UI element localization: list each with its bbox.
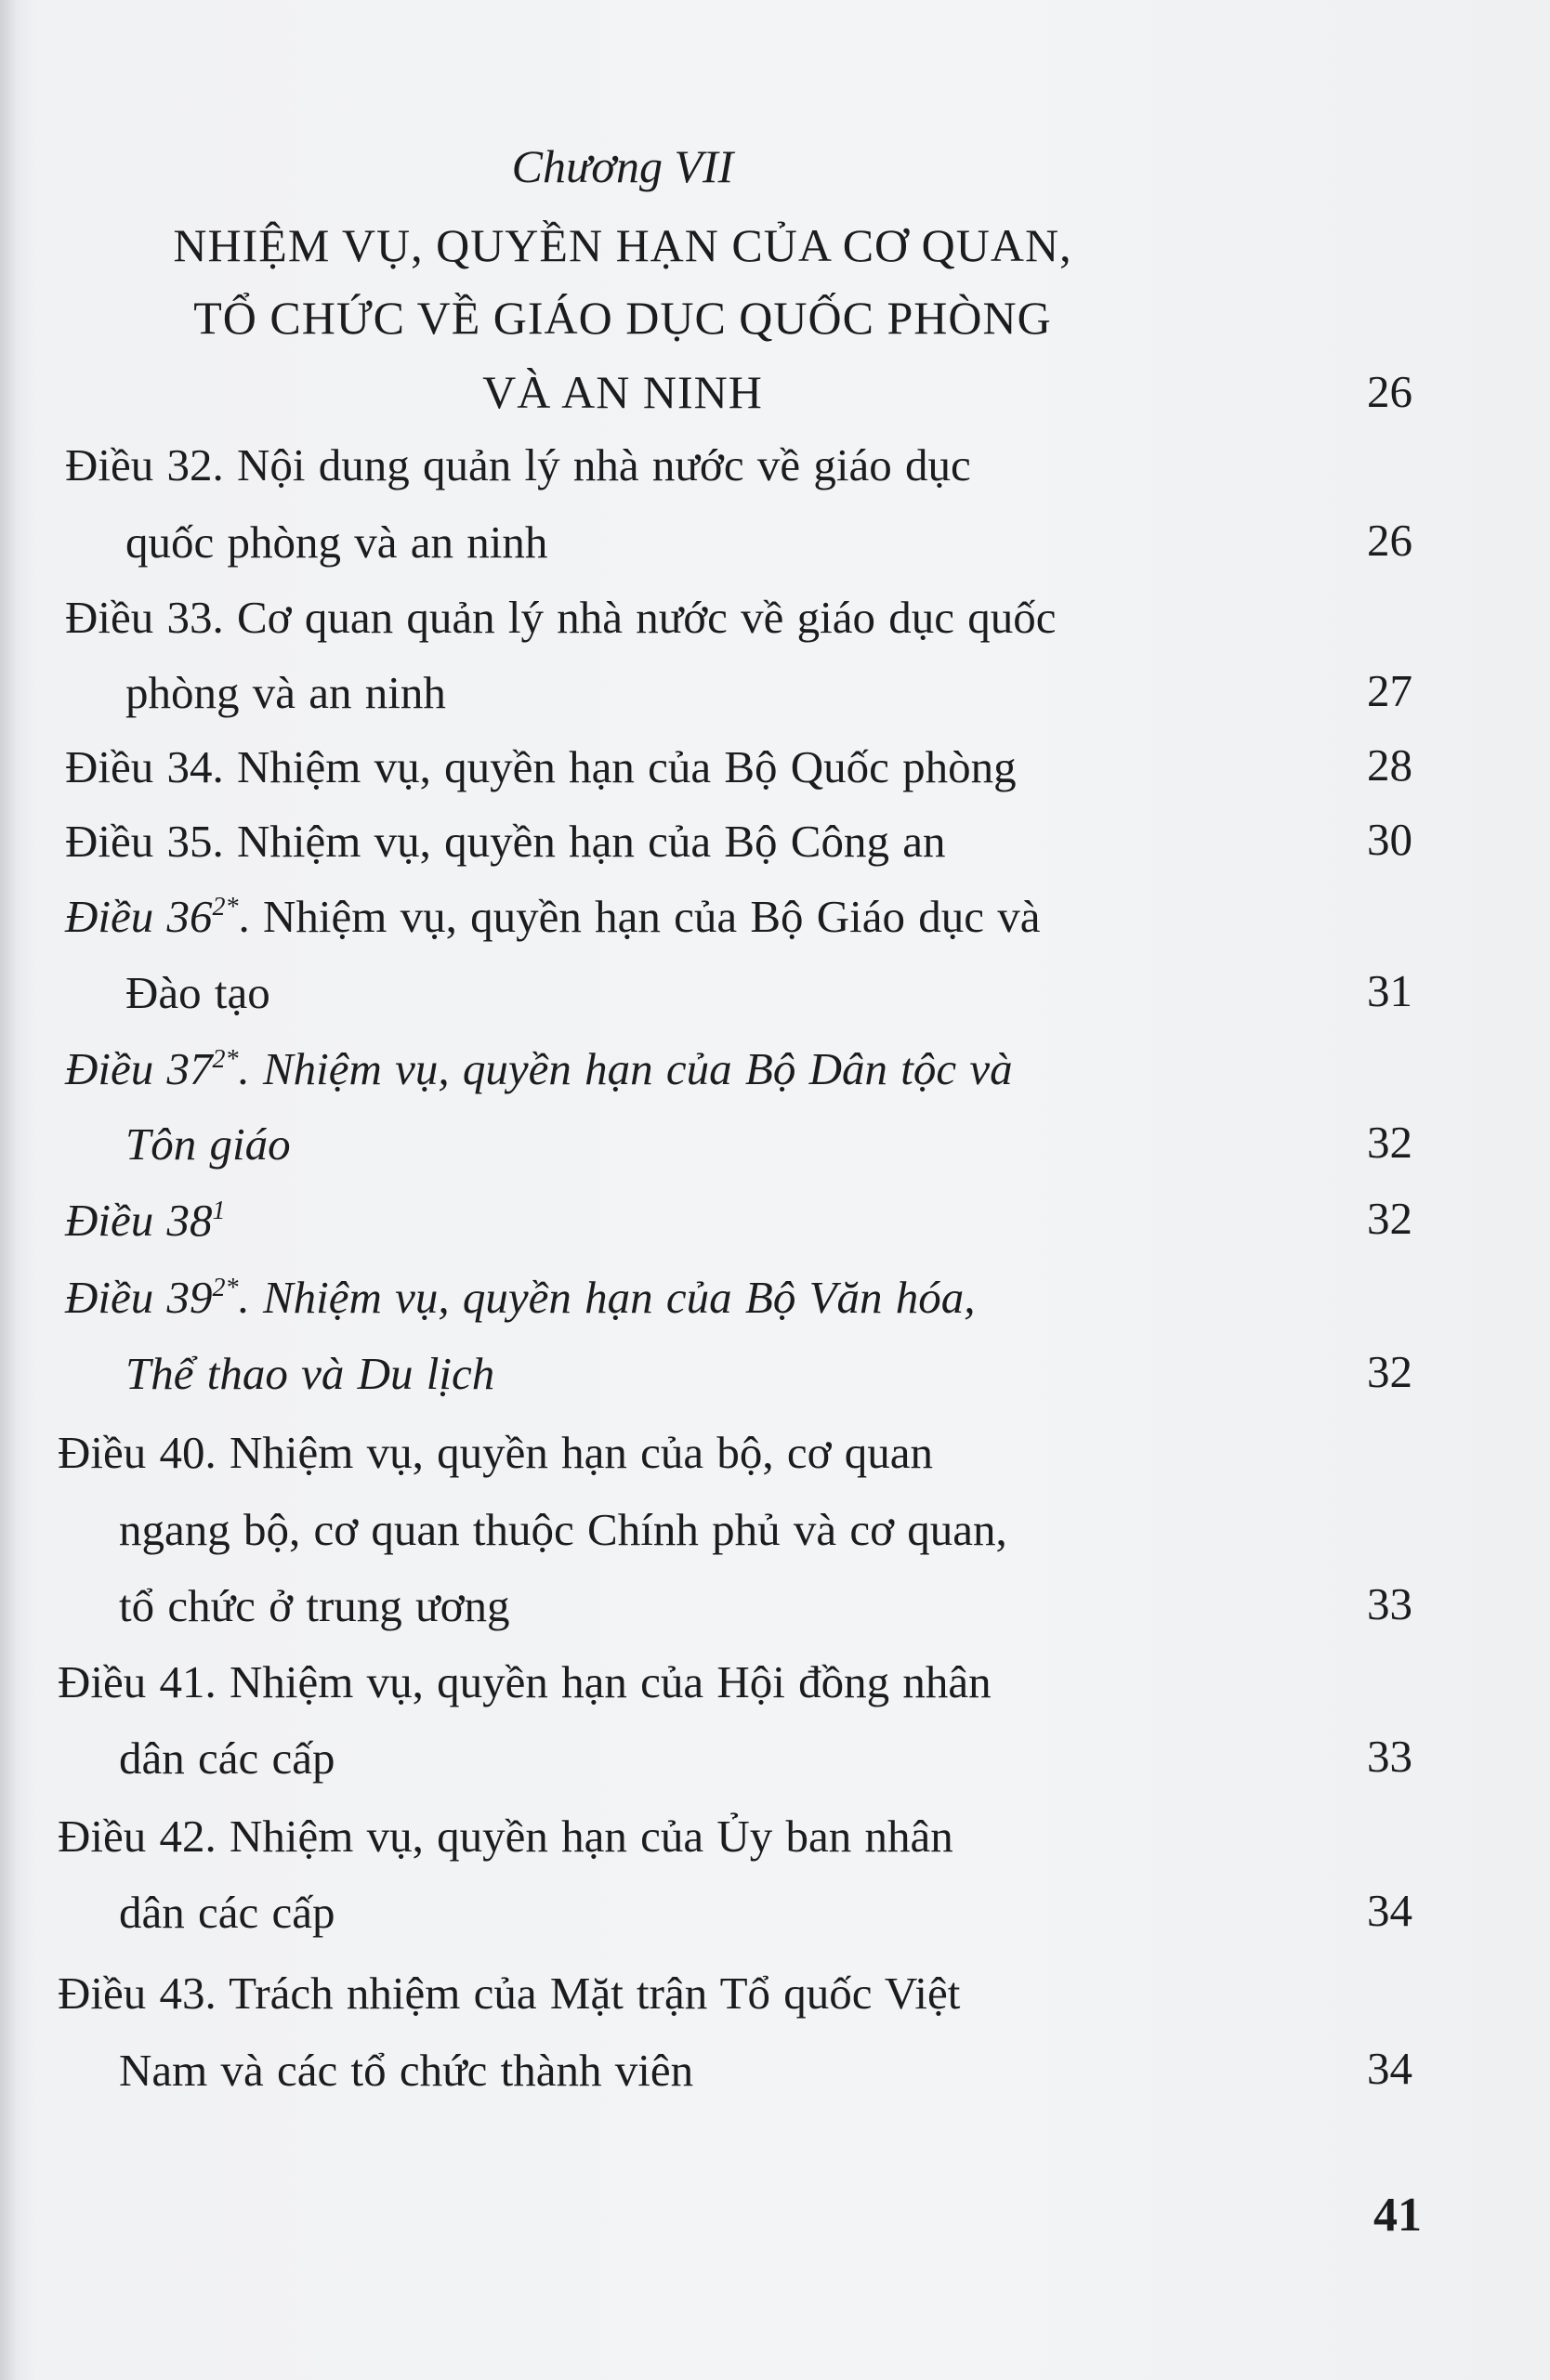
footnote-mark: 2* xyxy=(212,1045,239,1074)
toc-entry-label: Điều 38 xyxy=(65,1195,213,1246)
toc-entry-34-page: 28 xyxy=(1367,739,1412,791)
toc-entry-32-line-1 xyxy=(65,438,971,491)
toc-entry-label: Điều 41. xyxy=(58,1656,217,1707)
toc-entry-text: . Nhiệm vụ, quyền hạn của Bộ Giáo dục và xyxy=(238,891,1041,942)
toc-entry-33-line-2: phòng và an ninh xyxy=(125,667,446,718)
page-number: 41 xyxy=(1373,2189,1422,2242)
toc-entry-text: Nhiệm vụ, quyền hạn của Ủy ban nhân xyxy=(230,1811,953,1862)
toc-entry-label: Điều 35. xyxy=(65,816,224,867)
toc-entry-text: Trách nhiệm của Mặt trận Tổ quốc Việt xyxy=(229,1968,961,2019)
toc-entry-35-page: 30 xyxy=(1367,814,1412,865)
toc-entry-32-line-2: quốc phòng và an ninh xyxy=(125,517,548,568)
toc-entry-43-page: 34 xyxy=(1367,2043,1412,2094)
toc-entry-43-line-2: Nam và các tổ chức thành viên xyxy=(119,2045,694,2096)
toc-entry-label: Điều 34. xyxy=(65,741,224,792)
toc-entry-40-line-3: tổ chức ở trung ương xyxy=(119,1580,510,1631)
toc-entry-41-page: 33 xyxy=(1367,1731,1412,1782)
toc-entry-41-line-2: dân các cấp xyxy=(119,1733,335,1784)
toc-entry-33-line-1 xyxy=(65,591,1057,644)
toc-entry-text: Nhiệm vụ, quyền hạn của bộ, cơ quan xyxy=(230,1427,934,1478)
toc-entry-37-line-1 xyxy=(65,1042,1013,1095)
toc-entry-39-page: 32 xyxy=(1367,1346,1412,1397)
toc-entry-text: Nhiệm vụ, quyền hạn của Bộ Công an xyxy=(237,816,946,867)
chapter-label: Chương VII xyxy=(511,140,734,192)
chapter-title-line-1: NHIỆM VỤ, QUYỀN HẠN CỦA CƠ QUAN, xyxy=(173,219,1072,271)
toc-entry-40-line-1 xyxy=(58,1426,933,1479)
toc-entry-text: . Nhiệm vụ, quyền hạn của Bộ Văn hóa, xyxy=(238,1272,976,1323)
chapter-title-page: 26 xyxy=(1367,366,1412,417)
toc-entry-label: Điều 42. xyxy=(58,1811,217,1862)
toc-entry-41-line-1 xyxy=(58,1655,992,1708)
toc-entry-text: . Nhiệm vụ, quyền hạn của Bộ Dân tộc và xyxy=(238,1043,1013,1094)
footnote-mark: 2* xyxy=(212,1274,239,1302)
chapter-title-line-3: VÀ AN NINH xyxy=(482,366,763,418)
toc-entry-label: Điều 39 xyxy=(65,1272,213,1323)
toc-entry-34-line-1 xyxy=(65,740,1017,793)
toc-entry-label: Điều 40. xyxy=(58,1427,217,1478)
toc-entry-36-line-2: Đào tạo xyxy=(125,967,270,1018)
toc-entry-text: Nội dung quản lý nhà nước về giáo dục xyxy=(237,439,971,490)
toc-entry-40-page: 33 xyxy=(1367,1578,1412,1629)
toc-entry-42-page: 34 xyxy=(1367,1885,1412,1936)
toc-entry-38-line-1 xyxy=(65,1194,226,1247)
toc-entry-39-line-1 xyxy=(65,1271,976,1324)
toc-entry-label: Điều 43. xyxy=(58,1968,217,2019)
footnote-mark: 2* xyxy=(212,893,239,922)
toc-entry-37-page: 32 xyxy=(1367,1117,1412,1168)
toc-entry-label: Điều 36 xyxy=(65,891,213,942)
toc-entry-42-line-2: dân các cấp xyxy=(119,1887,335,1938)
footnote-mark: 1 xyxy=(212,1197,226,1225)
toc-entry-text: Nhiệm vụ, quyền hạn của Bộ Quốc phòng xyxy=(237,741,1017,792)
toc-entry-label: Điều 32. xyxy=(65,439,224,490)
toc-entry-38-page: 32 xyxy=(1367,1193,1412,1244)
toc-entry-36-line-1 xyxy=(65,890,1041,943)
toc-entry-36-page: 31 xyxy=(1367,965,1412,1016)
toc-entry-33-page: 27 xyxy=(1367,665,1412,716)
page-edge-shadow xyxy=(0,0,17,2380)
toc-entry-35-line-1 xyxy=(65,815,945,868)
toc-entry-label: Điều 33. xyxy=(65,592,224,643)
toc-entry-37-line-2: Tôn giáo xyxy=(125,1118,291,1170)
toc-entry-43-line-1 xyxy=(58,1967,960,2020)
toc-entry-32-page: 26 xyxy=(1367,515,1412,566)
chapter-title-line-2: TỔ CHỨC VỀ GIÁO DỤC QUỐC PHÒNG xyxy=(193,292,1052,344)
toc-entry-text: Nhiệm vụ, quyền hạn của Hội đồng nhân xyxy=(230,1656,992,1707)
toc-entry-40-line-2: ngang bộ, cơ quan thuộc Chính phủ và cơ quan, xyxy=(119,1504,1007,1555)
toc-entry-39-line-2: Thể thao và Du lịch xyxy=(125,1348,495,1399)
toc-entry-42-line-1 xyxy=(58,1810,953,1863)
toc-entry-label: Điều 37 xyxy=(65,1043,213,1094)
toc-entry-text: Cơ quan quản lý nhà nước về giáo dục quốc xyxy=(237,592,1057,643)
